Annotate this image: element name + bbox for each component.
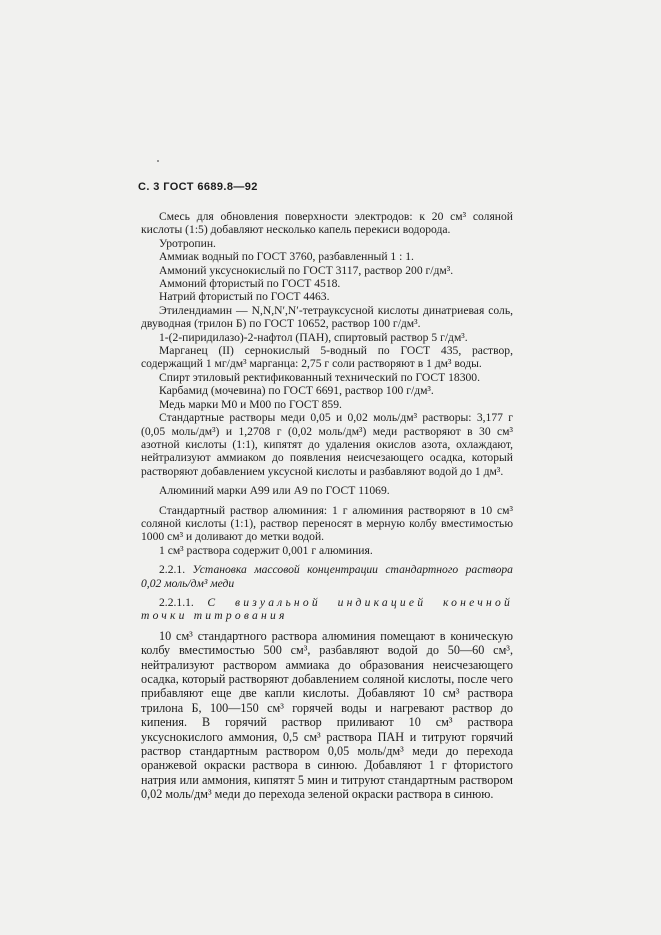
paragraph: Спирт этиловый ректификованный технический по ГОСТ 18300. xyxy=(159,370,481,384)
paragraph: Этилендиамин — N,N,N′,N′-тетрауксусной кислоты динатриевая соль, двуводная (трилон Б) по ГОСТ 10652, раствор 100 г/дм³. xyxy=(141,303,513,331)
paragraph: Смесь для обновления поверхности электродов: к 20 см³ соляной кислоты (1:5) добавляют несколько капель перекиси водорода. xyxy=(141,210,513,237)
section-title: С визуальной индикацией конечной точки титрования xyxy=(141,595,513,623)
paragraph: Аммоний уксуснокислый по ГОСТ 3117, раствор 200 г/дм³. xyxy=(159,263,454,277)
paragraph: Медь марки М0 и М00 по ГОСТ 859. xyxy=(159,397,342,411)
section-heading-2-2-1-1 xyxy=(141,596,513,623)
paragraph: 1 см³ раствора содержит 0,001 г алюминия. xyxy=(159,543,373,557)
paragraph: 1-(2-пиридилазо)-2-нафтол (ПАН), спиртовый раствор 5 г/дм³. xyxy=(159,330,468,344)
body-text xyxy=(141,210,513,802)
procedure-paragraph: 10 см³ стандартного раствора алюминия помещают в коническую колбу вместимостью 500 см³, разбавляют водой до 50—60 см³, нейтрализуют раствором аммиака до образования неисчезающего осадка, который растворяют добавлением соляной кислоты, после чего прибавляют еще две капли кислоты. Добавляют 10 см³ раствора трилона Б, 100—150 см³ горячей воды и нагревают раствор до кипения. В горячий раствор приливают 10 см³ раствора уксуснокислого аммония, 0,5 см³ раствора ПАН и титруют горячий раствор стандартным раствором 0,05 моль/дм³ меди до перехода оранжевой окраски раствора в синюю. Добавляют 1 г фтористого натрия или аммония, кипятят 5 мин и титруют стандартным раствором 0,02 моль/дм³ меди до перехода зеленой окраски раствора в синюю. xyxy=(141,628,513,802)
paragraph: Стандартные растворы меди 0,05 и 0,02 моль/дм³ растворы: 3,177 г (0,05 моль/дм³) и 1,2708 г (0,02 моль/дм³) меди растворяют в 30 см³ азотной кислоты (1:1), кипятят до удаления окислов азота, охлаждают, нейтрализуют аммиаком до появления неисчезающего осадка, который растворяют добавлением уксусной кислоты и разбавляют водой до 1 дм³. xyxy=(141,411,513,478)
paragraph: Уротропин. xyxy=(159,236,216,250)
section-heading-2-2-1 xyxy=(141,563,513,590)
paragraph: Аммоний фтористый по ГОСТ 4518. xyxy=(159,277,341,291)
section-number: 2.2.1. xyxy=(159,563,186,577)
paragraph: Алюминий марки А99 или А9 по ГОСТ 11069. xyxy=(159,484,390,498)
page-header: С. 3 ГОСТ 6689.8—92 xyxy=(138,181,258,193)
paragraph: Натрий фтористый по ГОСТ 4463. xyxy=(159,290,330,304)
page-speck xyxy=(157,160,159,162)
paragraph: Стандартный раствор алюминия: 1 г алюминия растворяют в 10 см³ соляной кислоты (1:1), раствор переносят в мерную колбу вместимостью 1000 см³ и доливают до метки водой. xyxy=(141,503,513,544)
section-number: 2.2.1.1. xyxy=(159,595,194,609)
paragraph: Карбамид (мочевина) по ГОСТ 6691, раствор 100 г/дм³. xyxy=(159,384,434,398)
paragraph: Аммиак водный по ГОСТ 3760, разбавленный 1 : 1. xyxy=(159,250,414,264)
section-title: Установка массовой концентрации стандартного раствора 0,02 моль/дм³ меди xyxy=(141,563,513,590)
paragraph: Марганец (II) сернокислый 5-водный по ГОСТ 435, раствор, содержащий 1 мг/дм³ марганца: 2,75 г соли растворяют в 1 дм³ воды. xyxy=(141,344,513,371)
